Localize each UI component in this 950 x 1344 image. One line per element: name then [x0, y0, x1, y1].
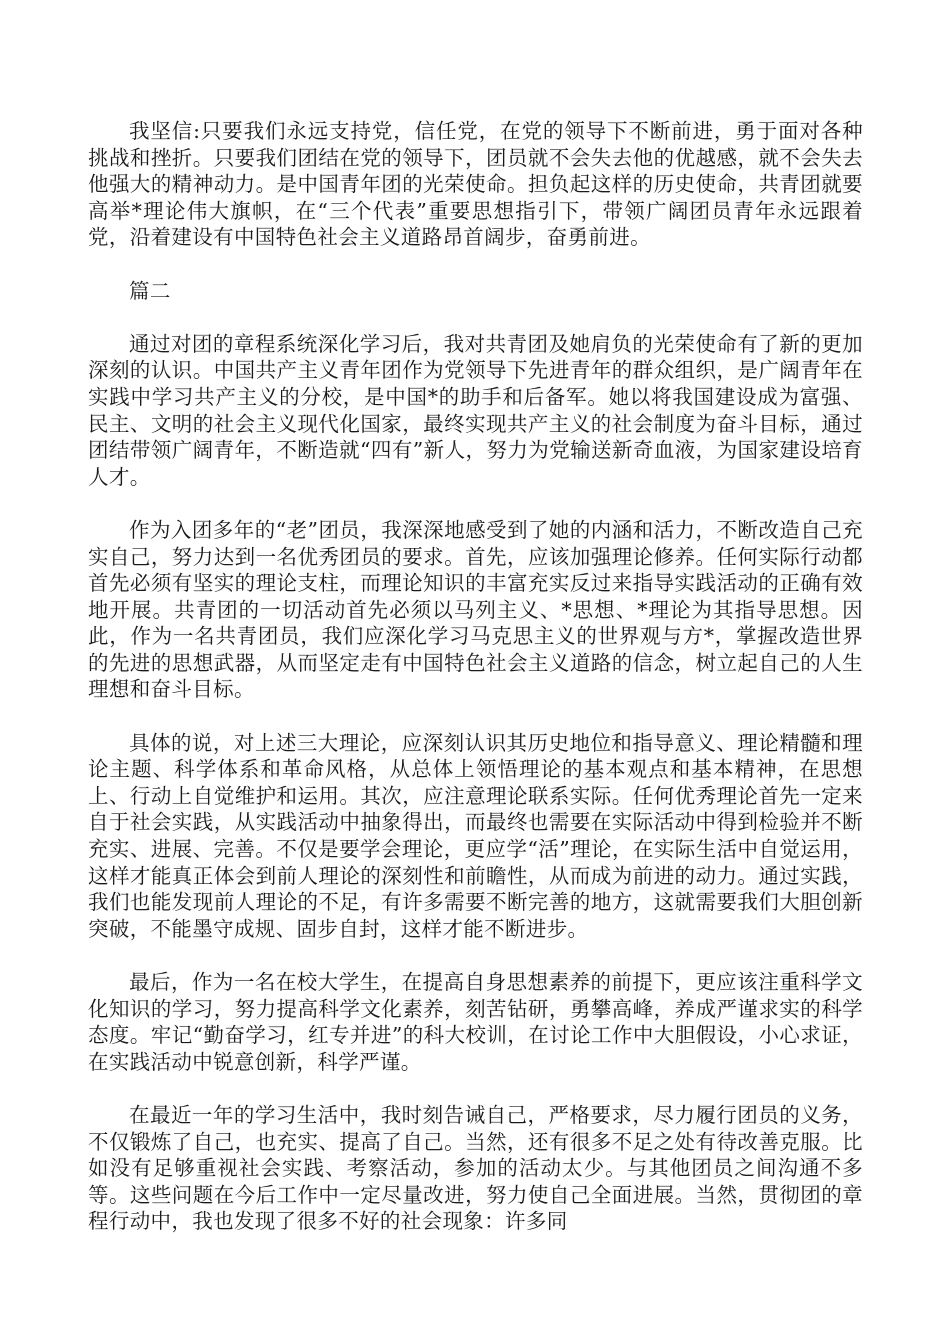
paragraph-5: 最后，作为一名在校大学生，在提高自身思想素养的前提下，更应该注重科学文化知识的学习，努力提高科学文化素养，刻苦钻研，勇攀高峰，养成严谨求实的科学态度。牢记“勤奋学习，红专并进”的科大校训，在讨论工作中大胆假设，小心求证，在实践活动中锐意创新，科学严谨。: [88, 970, 863, 1074]
paragraph-4: 具体的说，对上述三大理论，应深刻认识其历史地位和指导意义、理论精髓和理论主题、科学体系和革命风格，从总体上领悟理论的基本观点和基本精神，在思想上、行动上自觉维护和运用。其次，应注意理论联系实际。任何优秀理论首先一定来自于社会实践，从实践活动中抽象得出，而最终也需要在实际活动中得到检验并不断充实、进展、完善。不仅是要学会理论，更应学“活”理论，在实际生活中自觉运用，这样才能真正体会到前人理论的深刻性和前瞻性，从而成为前进的动力。通过实践，我们也能发现前人理论的不足，有许多需要不断完善的地方，这就需要我们大胆创新突破，不能墨守成规、固步自封，这样才能不断进步。: [88, 730, 863, 941]
paragraph-2: 通过对团的章程系统深化学习后，我对共青团及她肩负的光荣使命有了新的更加深刻的认识。中国共产主义青年团作为党领导下先进青年的群众组织，是广阔青年在实践中学习共产主义的分校，是中国*的助手和后备军。她以将我国建设成为富强、民主、文明的社会主义现代化国家，最终实现共产主义的社会制度为奋斗目标，通过团结带领广阔青年，不断造就“四有”新人，努力为党输送新奇血液，为国家建设培育人才。: [88, 331, 863, 489]
paragraph-3: 作为入团多年的“老”团员，我深深地感受到了她的内涵和活力，不断改造自己充实自己，努力达到一名优秀团员的要求。首先，应该加强理论修养。任何实际行动都首先必须有坚实的理论支柱，而理论知识的丰富充实反过来指导实践活动的正确有效地开展。共青团的一切活动首先必须以马列主义、*思想、*理论为其指导思想。因此，作为一名共青团员，我们应深化学习马克思主义的世界观与方*，掌握改造世界的先进的思想武器，从而坚定走有中国特色社会主义道路的信念，树立起自己的人生理想和奋斗目标。: [88, 517, 863, 702]
section-heading: 篇二: [129, 278, 171, 303]
document-page: [88, 118, 863, 1262]
paragraph-6: 在最近一年的学习生活中，我时刻告诫自己，严格要求，尽力履行团员的义务，不仅锻炼了自己，也充实、提高了自己。当然，还有很多不足之处有待改善克服。比如没有足够重视社会实践、考察活动，参加的活动太少。与其他团员之间沟通不多等。这些问题在今后工作中一定尽量改进，努力使自己全面进展。当然，贯彻团的章程行动中，我也发现了很多不好的社会现象：许多同: [88, 1102, 863, 1234]
paragraph-1: 我坚信:只要我们永远支持党，信任党，在党的领导下不断前进，勇于面对各种挑战和挫折。只要我们团结在党的领导下，团员就不会失去他的优越感，就不会失去他强大的精神动力。是中国青年团的光荣使命。担负起这样的历史使命，共青团就要高举*理论伟大旗帜，在“三个代表”重要思想指引下，带领广阔团员青年永远跟着党，沿着建设有中国特色社会主义道路昂首阔步，奋勇前进。: [88, 119, 863, 250]
